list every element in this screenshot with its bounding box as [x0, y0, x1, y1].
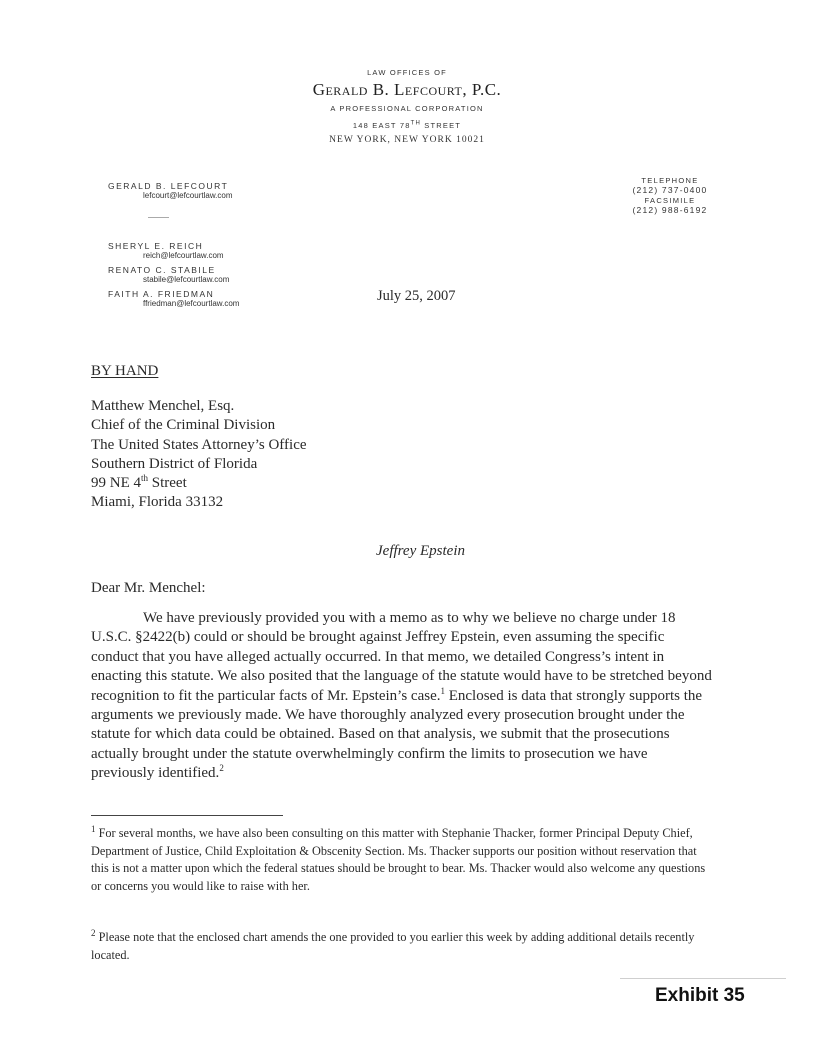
fax-label: FACSIMILE	[644, 196, 696, 205]
salutation: Dear Mr. Menchel:	[91, 580, 206, 596]
recipient-name: Matthew Menchel, Esq.	[91, 398, 235, 414]
footnote-text: For several months, we have also been consulting on this matter with Stephanie Thacker, former Principal Deputy Chief, Department of Justice, Child Exploitation & Obscenity Section. Ms. Thacker supports our position without reservation that this is not a matter upon which the federal statues should be brought to bear. Ms. Thacker would also welcome any questions or concerns you would like to raise with her.	[91, 826, 706, 893]
body-paragraph	[91, 609, 713, 784]
firm-city: NEW YORK, NEW YORK 10021	[329, 135, 485, 145]
associate-name: RENATO C. STABILE	[108, 265, 216, 275]
footnote-ref-1: 1	[440, 685, 445, 696]
associate-email: stabile@lefcourtlaw.com	[143, 275, 230, 284]
footnote-mark: 2	[91, 927, 96, 938]
letter-date: July 25, 2007	[377, 288, 456, 304]
recipient-city: Miami, Florida 33132	[91, 494, 224, 511]
professional-corporation-label: A PROFESSIONAL CORPORATION	[330, 104, 484, 113]
street-number: 148 EAST 78	[352, 121, 411, 130]
body-text-part-1: We have previously provided you with a memo as to why we believe no charge under 18 U.S.C. §2422(b) could or should be brought against Jeffrey Epstein, even assuming the specific conduct that you have alleged actually occurred. In that memo, we detailed Congress’s intent in enacting this statute. We also posited that the language of the statute would have to be stretched beyond recognition to fit the particular facts of Mr. Epstein’s case.	[91, 610, 712, 704]
firm-name: Gerald B. Lefcourt, P.C.	[312, 80, 502, 99]
footnote-text: Please note that the enclosed chart amends the one provided to you earlier this week by adding additional details recently located.	[91, 930, 695, 962]
street-suffix: TH	[410, 120, 421, 127]
recipient-district: Southern District of Florida	[91, 455, 258, 472]
recipient-office: The United States Attorney’s Office	[91, 436, 307, 453]
exhibit-stamp-line	[620, 978, 786, 979]
associate-email: ffriedman@lefcourtlaw.com	[143, 299, 240, 308]
attorney-divider: ———	[148, 214, 169, 221]
footnote-1	[91, 825, 713, 895]
principal-attorney-name: GERALD B. LEFCOURT	[108, 181, 229, 191]
principal-attorney-email: lefcourt@lefcourtlaw.com	[143, 191, 233, 200]
associate-name: SHERYL E. REICH	[108, 241, 204, 251]
street-name: STREET	[421, 121, 462, 130]
recipient-title: Chief of the Criminal Division	[91, 417, 276, 434]
telephone-label: TELEPHONE	[641, 176, 699, 185]
street-suffix: Street	[148, 475, 187, 492]
associate-attorney-3	[108, 289, 239, 308]
associate-attorney-1	[108, 241, 224, 260]
body-text-part-2: Enclosed is data that strongly supports the arguments we previously made. We have thoroughly analyzed every prosecution brought under the statute for which data could be obtained. Based on that analysis, we submit that the prosecutions actually brought under the statute overwhelmingly confirm the limits to prosecution we have previously identified.	[91, 687, 703, 782]
street-ordinal: th	[141, 473, 149, 484]
footnote-mark: 1	[91, 823, 96, 834]
firm-street-address	[0, 121, 814, 130]
fax-number: (212) 988-6192	[632, 205, 708, 215]
footnote-ref-2: 2	[219, 763, 224, 774]
recipient-street	[91, 474, 307, 493]
recipient-address	[91, 397, 307, 513]
exhibit-label: Exhibit 35	[655, 985, 745, 1006]
footnote-2	[91, 929, 713, 964]
associate-attorney-2	[108, 265, 229, 284]
attorney-list	[108, 181, 233, 200]
contact-block	[620, 176, 720, 215]
associate-email: reich@lefcourtlaw.com	[143, 251, 224, 260]
telephone-number: (212) 737-0400	[632, 185, 708, 195]
associate-name: FAITH A. FRIEDMAN	[108, 289, 215, 299]
footnote-divider	[91, 815, 283, 816]
delivery-method: BY HAND	[91, 363, 159, 379]
subject-line: Jeffrey Epstein	[376, 543, 465, 559]
law-offices-label: LAW OFFICES OF	[367, 68, 447, 77]
street-prefix: 99 NE 4	[91, 475, 141, 492]
